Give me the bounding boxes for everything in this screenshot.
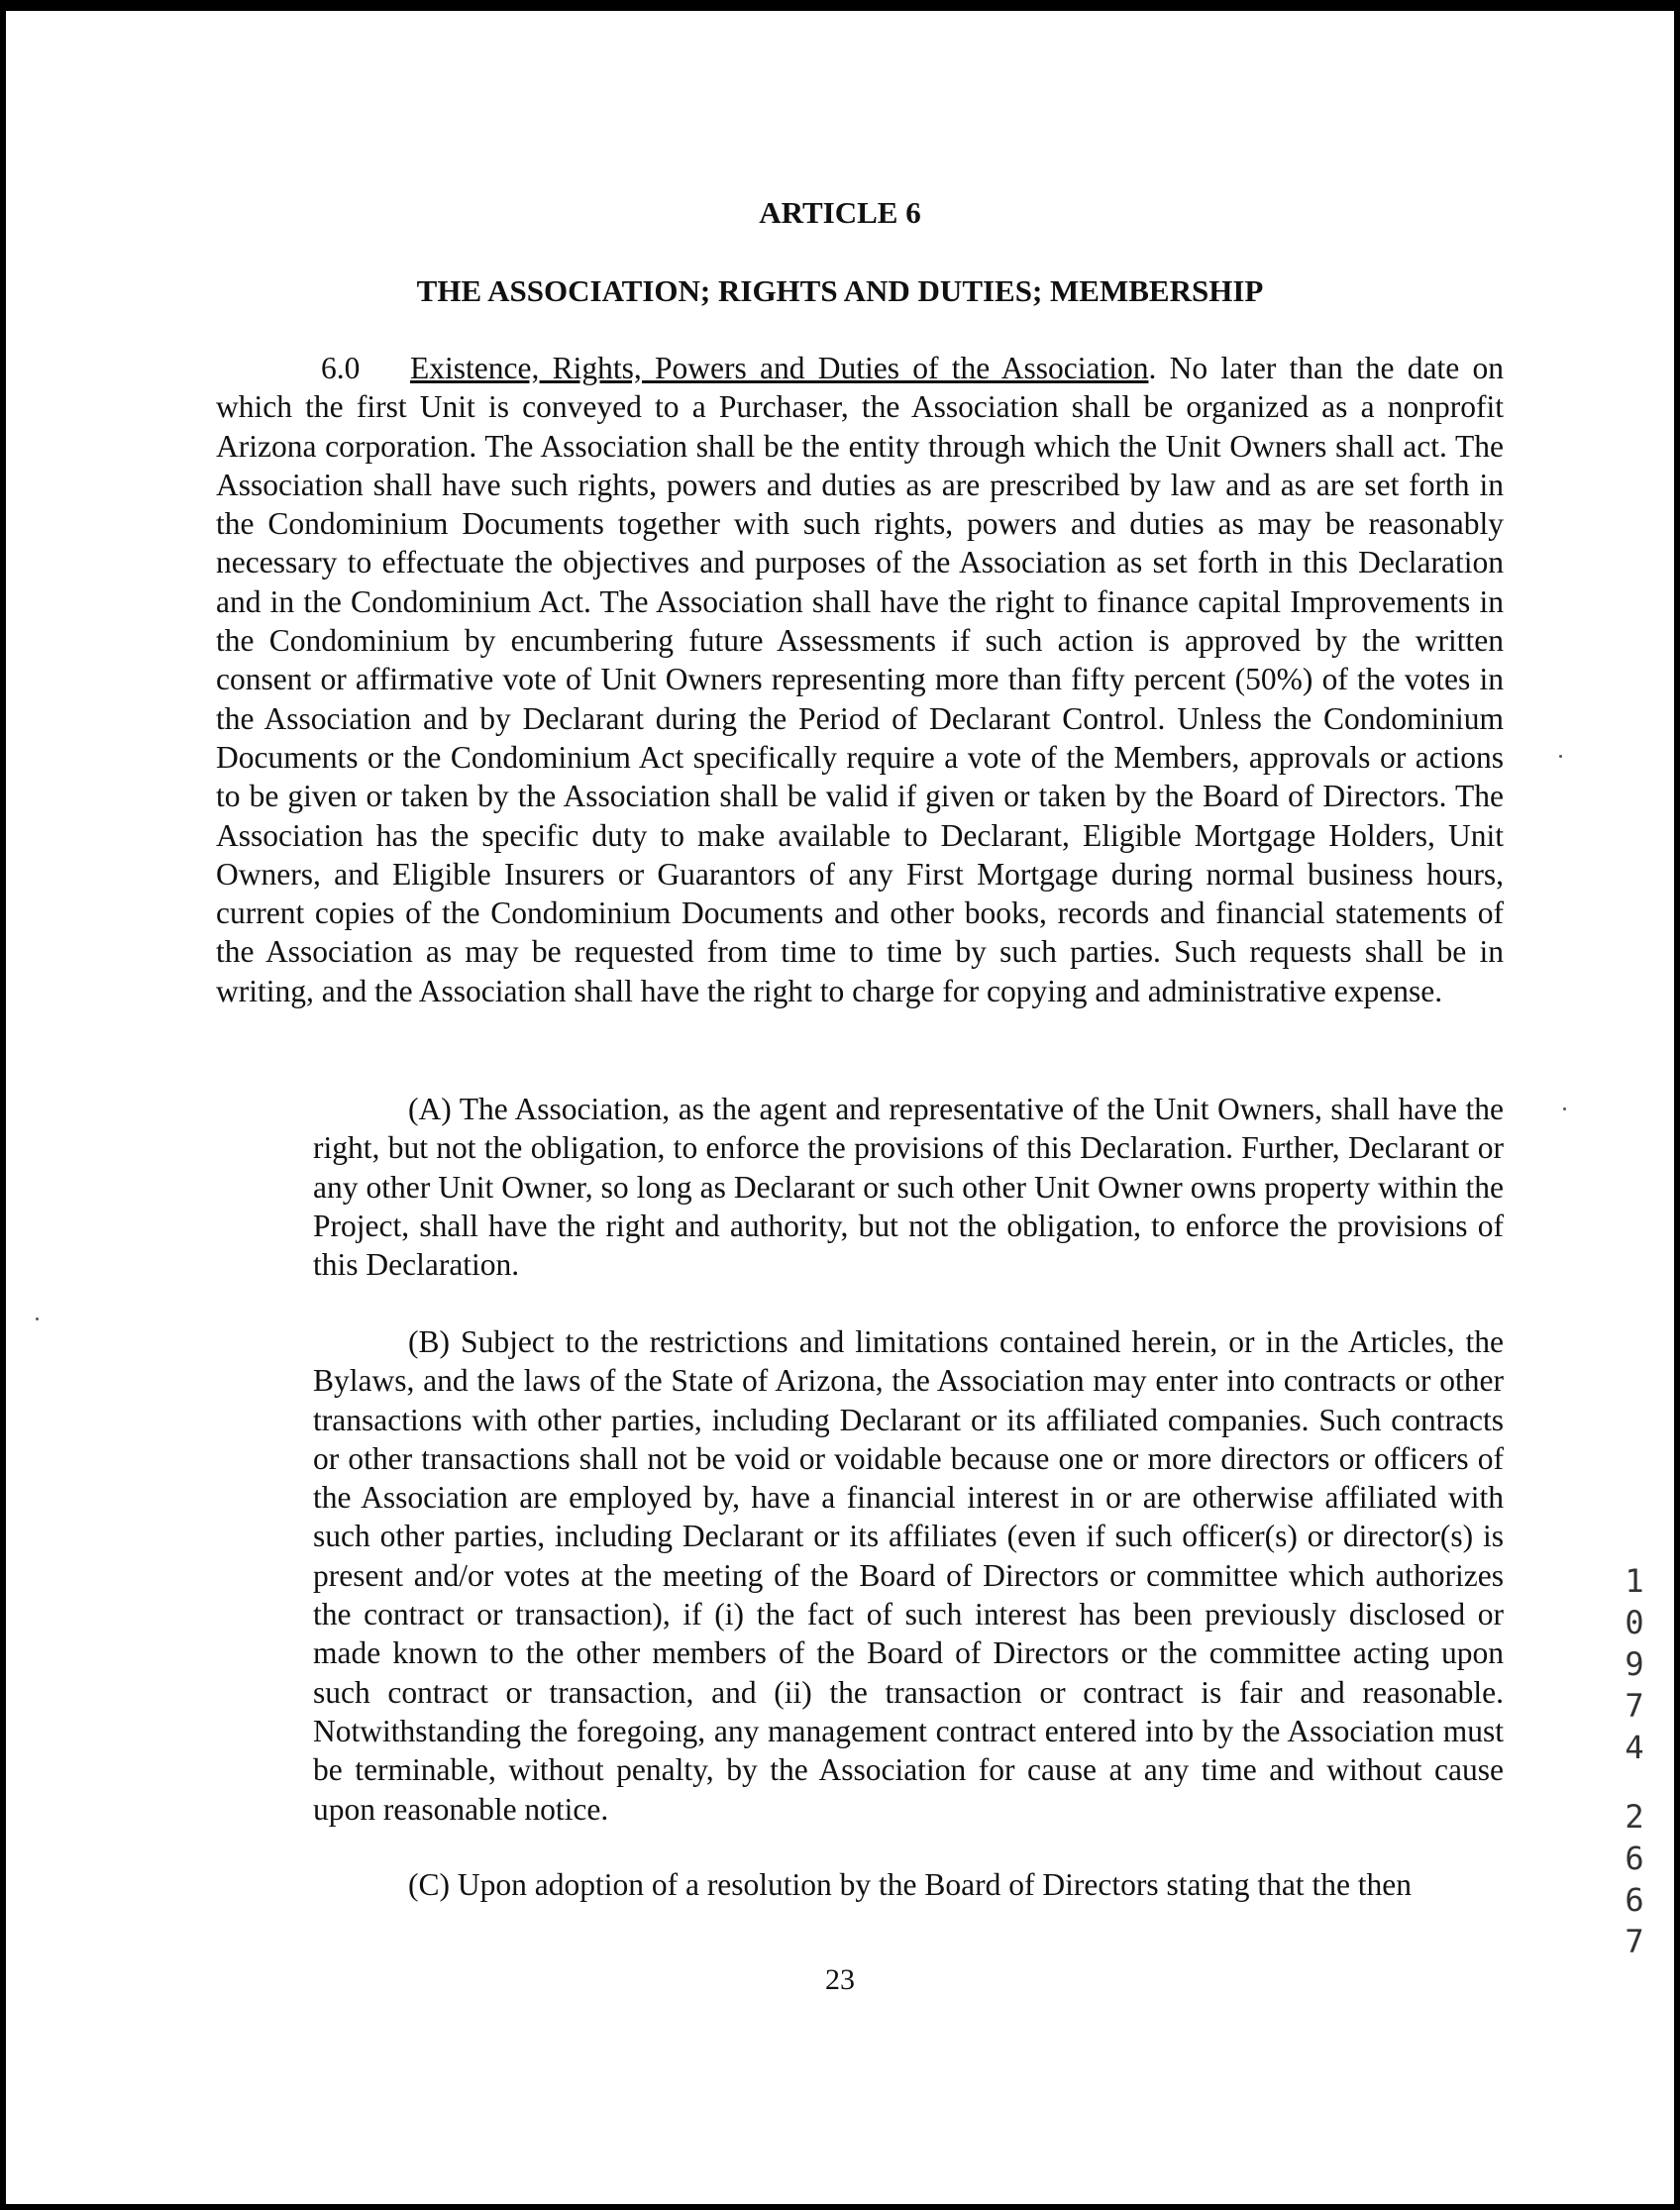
subsection-a-paragraph: (A) The Association, as the agent and representative of the Unit Owners, shall have the right, but not the obligation, to enforce the provisions of this Declaration. Further, Declarant or any other Unit Owner, so long as Declarant or such other Unit Owner owns property within the Project, shall have the right and authority, but not the obligation, to enforce the provisions of this Declaration.	[313, 1092, 1504, 1283]
section-number: 6.0	[321, 351, 361, 385]
article-title: ARTICLE 6	[759, 195, 921, 230]
stamp-gap	[1615, 1768, 1654, 1796]
stamp-digit: 2	[1625, 1798, 1644, 1836]
section-6-0-paragraph	[216, 349, 1504, 1010]
stamp-digit: 9	[1625, 1645, 1644, 1683]
scan-speck	[1563, 1107, 1566, 1110]
scan-speck	[36, 1317, 39, 1320]
stamp-digit: 4	[1625, 1729, 1644, 1766]
recording-number-stamp	[1615, 1560, 1654, 1962]
scan-speck	[1559, 755, 1562, 758]
section-title: THE ASSOCIATION; RIGHTS AND DUTIES; MEMBERSHIP	[416, 273, 1264, 308]
stamp-digit: 6	[1625, 1840, 1644, 1877]
stamp-digit: 1	[1625, 1562, 1644, 1600]
stamp-digit: 7	[1625, 1923, 1644, 1960]
section-body: . No later than the date on which the first Unit is conveyed to a Purchaser, the Association shall be organized as a nonprofit Arizona corporation. The Association shall be the entity through which the Unit Owners shall act. The Association shall have such rights, powers and duties as are prescribed by law and as are set forth in the Condominium Documents together with such rights, powers and duties as may be reasonably necessary to effectuate the objectives and purposes of the Association as set forth in this Declaration and in the Condominium Act. The Association shall have the right to finance capital Improvements in the Condominium by encumbering future Assessments if such action is approved by the written consent or affirmative vote of Unit Owners representing more than fifty percent (50%) of the votes in the Association and by Declarant during the Period of Declarant Control. Unless the Condominium Documents or the Condominium Act specifically require a vote of the Members, approvals or actions to be given or taken by the Association shall be valid if given or taken by the Board of Directors. The Association has the specific duty to make available to Declarant, Eligible Mortgage Holders, Unit Owners, and Eligible Insurers or Guarantors of any First Mortgage during normal business hours, current copies of the Condominium Documents and other books, records and financial statements of the Association as may be requested from time to time by such parties. Such requests shall be in writing, and the Association shall have the right to charge for copying and administrative expense.	[216, 351, 1504, 1008]
subsection-b-paragraph: (B) Subject to the restrictions and limitations contained herein, or in the Articles, the Bylaws, and the laws of the State of Arizona, the Association may enter into contracts or other transactions with other parties, including Declarant or its affiliated companies. Such contracts or other transactions shall not be void or voidable because one or more directors or officers of the Association are employed by, have a financial interest in or are otherwise affiliated with such other parties, including Declarant or its affiliates (even if such officer(s) or director(s) is present and/or votes at the meeting of the Board of Directors or committee which authorizes the contract or transaction), if (i) the fact of such interest has been previously disclosed or made known to the other members of the Board of Directors or the committee acting upon such contract or transaction, and (ii) the transaction or contract is fair and reasonable. Notwithstanding the foregoing, any management contract entered into by the Association must be terminable, without penalty, by the Association for cause at any time and without cause upon reasonable notice.	[313, 1324, 1504, 1827]
page-number: 23	[825, 1963, 855, 1996]
stamp-digit: 7	[1625, 1687, 1644, 1725]
stamp-digit: 0	[1625, 1604, 1644, 1641]
subsection-c-paragraph: (C) Upon adoption of a resolution by the Board of Directors stating that the then	[408, 1867, 1413, 1902]
section-caption: Existence, Rights, Powers and Duties of the Association	[410, 351, 1149, 385]
stamp-digit: 6	[1625, 1881, 1644, 1919]
